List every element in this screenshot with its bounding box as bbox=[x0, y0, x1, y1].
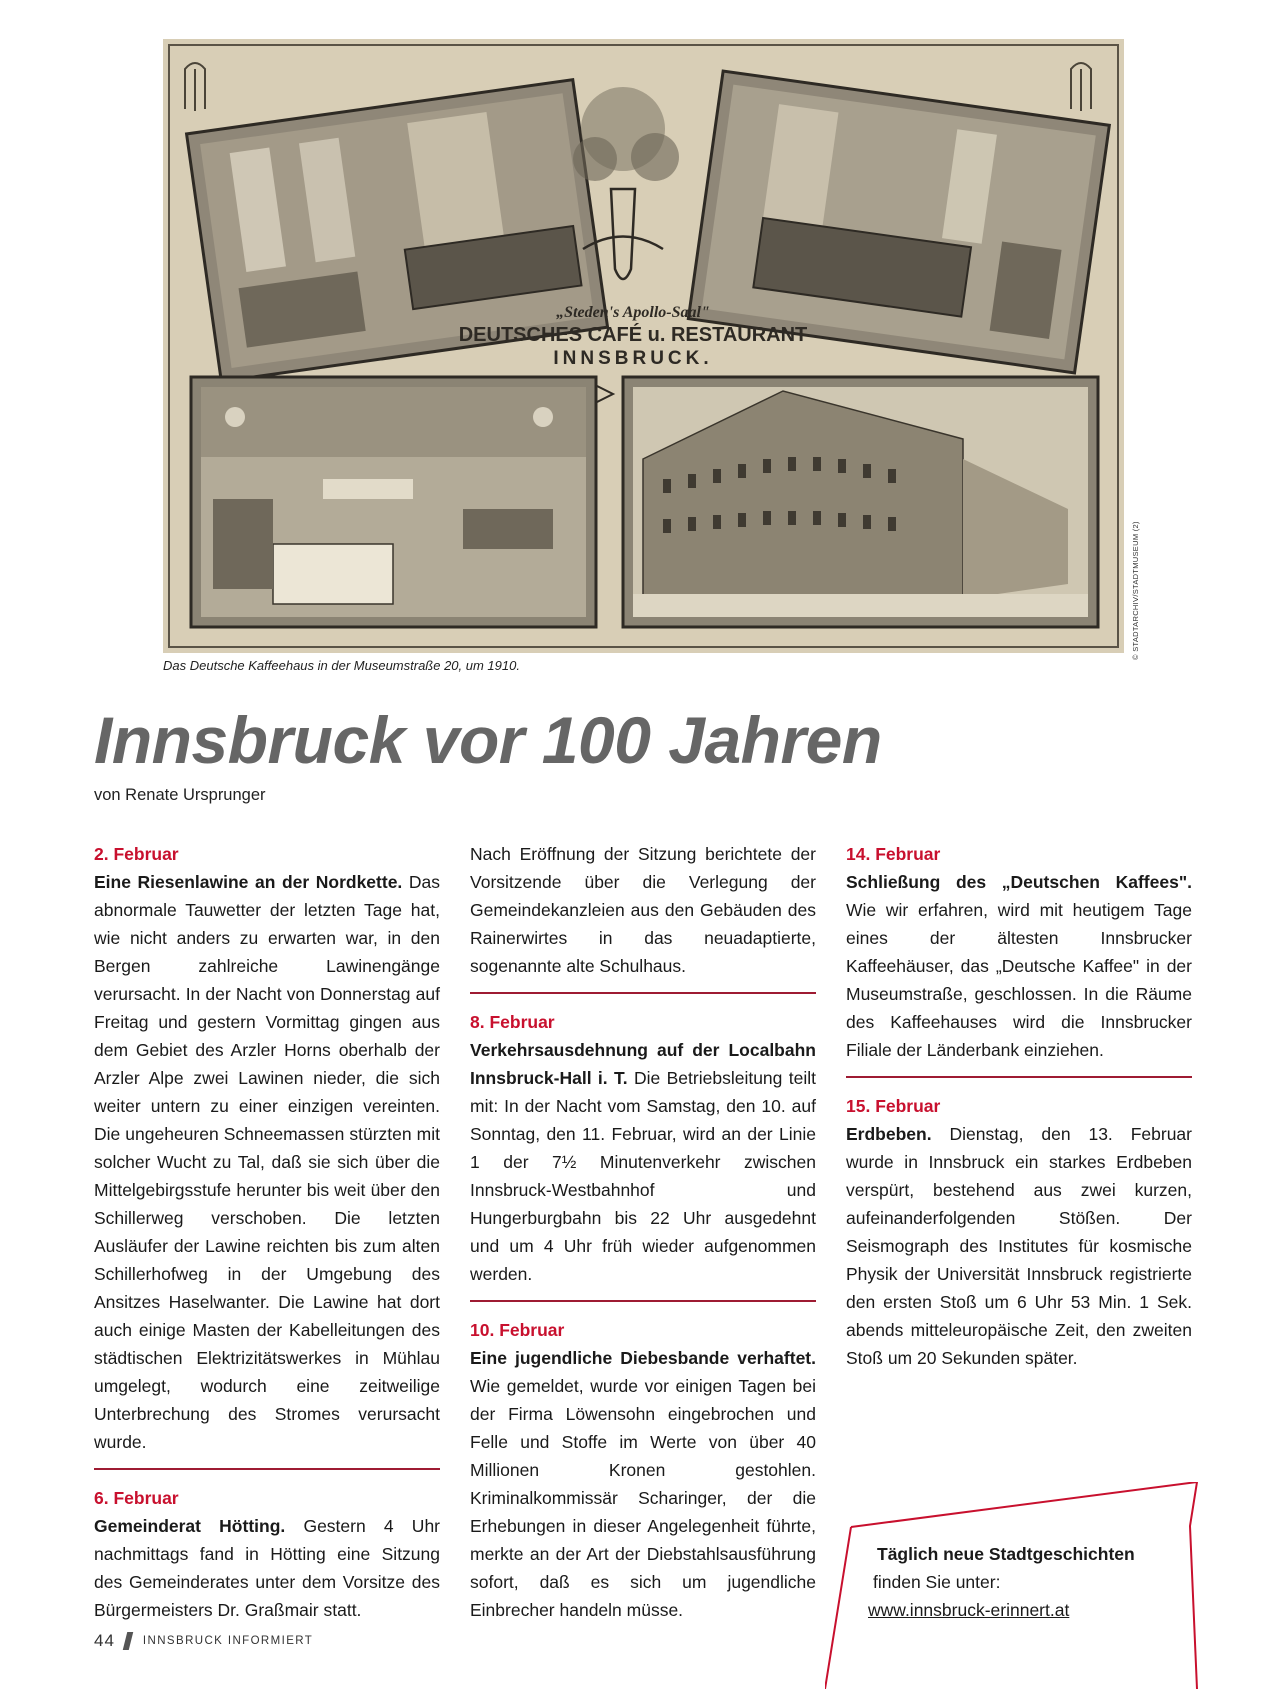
entry-feb-6-continued: Nach Eröffnung der Sitzung berichtete der Vorsitzende über die Verlegung der Gemeindekanzleien aus den Gebäuden des Rainerwirtes in das neuadaptierte, sogenannte alte Schulhaus. bbox=[470, 844, 816, 976]
entry-body bbox=[470, 1344, 816, 1624]
entry-text: Gestern 4 Uhr nachmittags fand in Hötting eine Sitzung des Gemeinderates unter dem Vorsitze des Bürgermeisters Dr. Graßmair statt. bbox=[94, 1516, 440, 1620]
entry-body bbox=[94, 868, 440, 1456]
entry-headline: Eine jugendliche Diebesbande verhaftet. bbox=[470, 1348, 816, 1368]
photo-credit-text: © STADTARCHIV/STADTMUSEUM (2) bbox=[1131, 521, 1140, 660]
promo-link[interactable]: www.innsbruck-erinnert.at bbox=[868, 1600, 1070, 1620]
entry-body bbox=[846, 1120, 1192, 1372]
entry-date: 8. Februar bbox=[470, 1012, 555, 1032]
entry-body bbox=[94, 1512, 440, 1624]
entry-text: Wie wir erfahren, wird mit heutigem Tage eines der ältesten Innsbrucker Kaffeehäuser, das „Deutsche Kaffee" in der Museumstraße, geschlossen. In die Räume des Kaffeehauses wird die Innsbrucker Filiale der Länderbank einziehen. bbox=[846, 900, 1192, 1060]
column-2 bbox=[470, 840, 816, 1624]
page-footer bbox=[94, 1630, 313, 1652]
entry-text: Wie gemeldet, wurde vor einigen Tagen bei der Firma Löwensohn eingebrochen und Felle und Stoffe im Werte von über 40 Millionen Kronen gestohlen. Kriminalkommissär Scharinger, der die Erhebungen in dieser Angelegenheit führte, merkte an der Art der Diebstahlsausführung sofort, daß es sich um jugendliche Einbrecher handeln müsse. bbox=[470, 1376, 816, 1620]
street-view-panel bbox=[623, 377, 1098, 627]
divider bbox=[846, 1076, 1192, 1078]
photo-caption: Das Deutsche Kaffeehaus in der Museumstraße 20, um 1910. bbox=[163, 658, 520, 673]
entry-date: 6. Februar bbox=[94, 1488, 179, 1508]
postcard-illustration bbox=[163, 39, 1124, 653]
promo-box bbox=[825, 1482, 1200, 1689]
entry-headline: Verkehrsausdehnung auf der Localbahn Innsbruck-Hall i. T. bbox=[470, 1040, 816, 1088]
dining-hall-panel bbox=[191, 377, 596, 627]
entry-headline: Erdbeben. bbox=[846, 1124, 932, 1144]
column-1 bbox=[94, 840, 440, 1624]
page-number: 44 bbox=[94, 1631, 115, 1650]
article-title: Innsbruck vor 100 Jahren bbox=[94, 703, 882, 777]
entry-text: Das abnormale Tauwetter der letzten Tage hat, wie nicht anders zu erwarten war, in den Bergen zahlreiche Lawinengänge verursacht. In der Nacht von Donnerstag auf Freitag und gestern Vormittag gingen aus dem Gebiet des Arzler Horns oberhalb der Arzler Alpe zwei Lawinen nieder, die sich weiter untern zu einer einzigen vereinten. Die ungeheuren Schneemassen stürzten mit solcher Wucht zu Tal, daß sie sich über die Mittelgebirgsstufe herunter bis weit über den Schillerweg verschoben. Die letzten Ausläufer der Lawine reichten bis zum alten Schillerhofweg in der Umgebung des Ansitzes Haselwanter. Die Lawine hat dort auch einige Masten der Kabelleitungen des städtischen Elektrizitätswerkes in Mühlau umgelegt, wodurch eine zeitweilige Unterbrechung des Stromes verursacht wurde. bbox=[94, 872, 440, 1452]
entry-feb-14 bbox=[846, 840, 1192, 1064]
entry-date: 15. Februar bbox=[846, 1096, 941, 1116]
entry-feb-2 bbox=[94, 840, 440, 1456]
postcard-photo bbox=[163, 39, 1124, 653]
footer-slash-icon bbox=[123, 1632, 133, 1650]
entry-headline: Gemeinderat Hötting. bbox=[94, 1516, 286, 1536]
entry-text: Dienstag, den 13. Februar wurde in Innsbruck ein starkes Erdbeben verspürt, bestehend aus zwei kurzen, aufeinanderfolgenden Stößen. Der Seismograph des Institutes für kosmische Physik der Universität Innsbruck registrierte den ersten Stoß um 6 Uhr 53 Min. 1 Sek. abends mitteleuropäische Zeit, den zweiten Stoß um 20 Sekunden später. bbox=[846, 1124, 1192, 1368]
entry-body bbox=[470, 1036, 816, 1288]
entry-text: Die Betriebsleitung teilt mit: In der Nacht vom Samstag, den 10. auf Sonntag, den 11. Februar, wird an der Linie 1 der 7½ Minutenverkehr zwischen Innsbruck-Westbahnhof und Hungerburgbahn bis 22 Uhr ausgedehnt und um 4 Uhr früh wieder aufgenommen werden. bbox=[470, 1068, 816, 1284]
divider bbox=[470, 1300, 816, 1302]
entry-feb-6 bbox=[94, 1484, 440, 1624]
entry-date: 10. Februar bbox=[470, 1320, 565, 1340]
magazine-name: INNSBRUCK INFORMIERT bbox=[142, 1635, 314, 1647]
entry-feb-10 bbox=[470, 1316, 816, 1624]
sign-line-1: „Steden's Apollo-Saal" bbox=[556, 304, 710, 321]
entry-headline: Schließung des „Deutschen Kaffees". bbox=[846, 872, 1192, 892]
entry-date: 14. Februar bbox=[846, 844, 941, 864]
entry-body bbox=[846, 868, 1192, 1064]
promo-headline: Täglich neue Stadtgeschichten bbox=[877, 1544, 1135, 1564]
divider bbox=[94, 1468, 440, 1470]
column-3 bbox=[846, 840, 1192, 1372]
entry-feb-15 bbox=[846, 1092, 1192, 1372]
divider bbox=[470, 992, 816, 994]
photo-credit bbox=[1131, 520, 1141, 660]
entry-headline: Eine Riesenlawine an der Nordkette. bbox=[94, 872, 403, 892]
entry-feb-8 bbox=[470, 1008, 816, 1288]
entry-date: 2. Februar bbox=[94, 844, 179, 864]
sign-line-3: INNSBRUCK. bbox=[553, 348, 713, 369]
promo-subline: finden Sie unter: bbox=[873, 1572, 1001, 1592]
article-byline: von Renate Ursprunger bbox=[94, 786, 266, 804]
sign-line-2: DEUTSCHES CAFÉ u. RESTAURANT bbox=[458, 324, 808, 346]
